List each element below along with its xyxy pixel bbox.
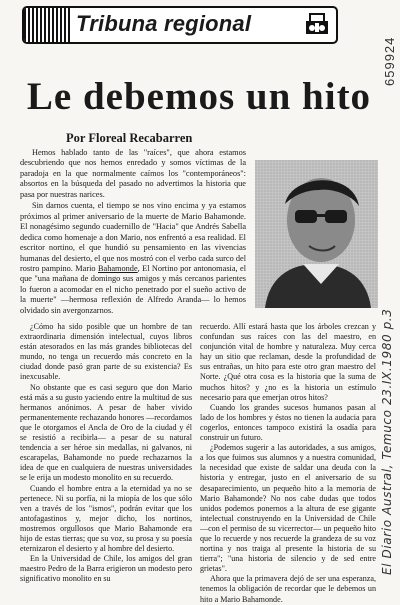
portrait-photo-icon: [255, 160, 378, 308]
article-right-column: [200, 322, 376, 605]
body-paragraph: recuerdo. Allí estará hasta que los árboles crezcan y confundan sus raíces con las del maestro, en conjunción vital de hombre y naturaleza. Muy cerca hay un sitio que reclaman, desde la profundidad de sus entrañas, un hito para este otro gran maestro del Norte. ¿Qué otra cosa es la historia que la suma de muchos hitos? y ¿no es la historia un estímulo necesario para que emerjan otros hitos?: [200, 322, 376, 402]
section-header-bar: [22, 6, 338, 44]
author-portrait-photo: [255, 160, 378, 308]
body-paragraph: En la Universidad de Chile, los amigos del gran maestro Pedro de la Barra erigieron un modesto pero significativo monolito en su: [20, 554, 192, 584]
article-byline: Por Floreal Recabarren: [66, 131, 193, 145]
handwritten-clip-id: 659924: [382, 36, 397, 86]
body-paragraph: Ahora que la primavera dejó de ser una esperanza, tenemos la obligación de recordar que le debemos un hito a Mario Bahamonde.: [200, 574, 376, 604]
body-paragraph: ¿Podemos sugerir a las autoridades, a sus amigos, a los que fuimos sus alumnos y a nuestra comunidad, la necesidad que existe de saldar una deuda con la historia y entregar, justo en el aniversario de su desaparecimiento, un pequeño hito a la memoria de Mario Bahamonde? No nos cabe dudas que todos unidos podemos ponernos a la altura de ese gigante intelectual construyendo en la Universidad de Chile —con el permiso de su vicerrector— un pequeño hito que lo recuerde y nos recuerde la grandeza de su voz nortina y nos traiga al presente la historia de su tierra"; "una historia de silencio y de sed entre grietas".: [200, 443, 376, 574]
body-paragraph: No obstante que es casi seguro que don Mario está más a su gusto yaciendo entre la multitud de sus hermanos anónimos. A pesar de haber vivido permanentemente rechazando honores —recordamos que le otorgamos el Ancla de Oro de la ciudad y él se resistió a recibirla— a pesar de su natural tendencia a ser héroe sin medallas, ni galvanos, ni escarapelas, Bahamonde no puede rechazarnos la idea de que en cualquiera de nuestras universidades se le erija un modesto monolito en su recuerdo.: [20, 382, 192, 483]
section-header-pattern: [24, 8, 70, 42]
handwritten-source-note: El Diario Austral, Temuco 23.IX.1980 p.3: [380, 308, 394, 575]
body-paragraph: Cuando los grandes sucesos humanos pasan al lado de los hombres y éstos no tienen la audacia para cogerlos, entonces tampoco existirá la osadía para construir un futuro.: [200, 402, 376, 443]
article-headline: Le debemos un hito: [26, 75, 372, 118]
intro-text: , El Nortino por antonomasia, el que "una mañana de domingo sus amigos y más cercanos parientes lo fueron a acomodar en el nicho penetrado por el sueño activo de la muerte" —hermosa reflexión de Alfredo Aranda— lo hemos olvidado sin avergonzarnos.: [20, 263, 247, 315]
intro-paragraph: Hemos hablado tanto de las "raíces", que ahora estamos descubriendo que nos hemos enredado y somos víctimas de la paradoja en la que normalmente caímos los "contemporáneos": absortos en la búsqueda del pasado no advertimos la historia que pasa por nuestras narices.: [20, 148, 246, 199]
underlined-name: Bahamonde: [98, 263, 138, 273]
intro-paragraph: [20, 201, 246, 316]
body-paragraph: Cuando el hombre entra a la eternidad ya no se pertenece. Ni su porfía, ni la miopía de los que sólo ven a través de los "ismos", podrán evitar que los antofagastinos y, mejor dicho, los nortinos, mostremos orgullosos que Mario Bahamonde era hijo de estas tierras; que su voz, su prosa y su poesía eternizaron el desierto y al hombre del desierto.: [20, 483, 192, 554]
printing-press-icon: [304, 11, 330, 37]
section-title: Tribuna regional: [76, 11, 252, 36]
article-left-column: [20, 322, 192, 584]
article-intro: [20, 148, 246, 317]
intro-text: Sin darnos cuenta, el tiempo se nos vino encima y ya estamos próximos al primer aniversario de la muerte de Mario Bahamonde. El nonagésimo segundo cuadernillo de "Hacia" que Andrés Sabella dedica como homenaje a don Mario, nos enfrentó a esa realidad. El escritor nortino, el que hundió su pensamiento en las vivencias humanas del desierto, el que nos mostró con el verbo cada surco del rostro pampino. Mario: [20, 201, 246, 273]
body-paragraph: ¿Cómo ha sido posible que un hombre de tan extraordinaria dimensión intelectual, cuyos libros están atesorados en las más grandes bibliotecas del mundo, no tenga un recuerdo más concreto en la ciudad donde pasó gran parte de su existencia? Es inexcusable.: [20, 322, 192, 382]
